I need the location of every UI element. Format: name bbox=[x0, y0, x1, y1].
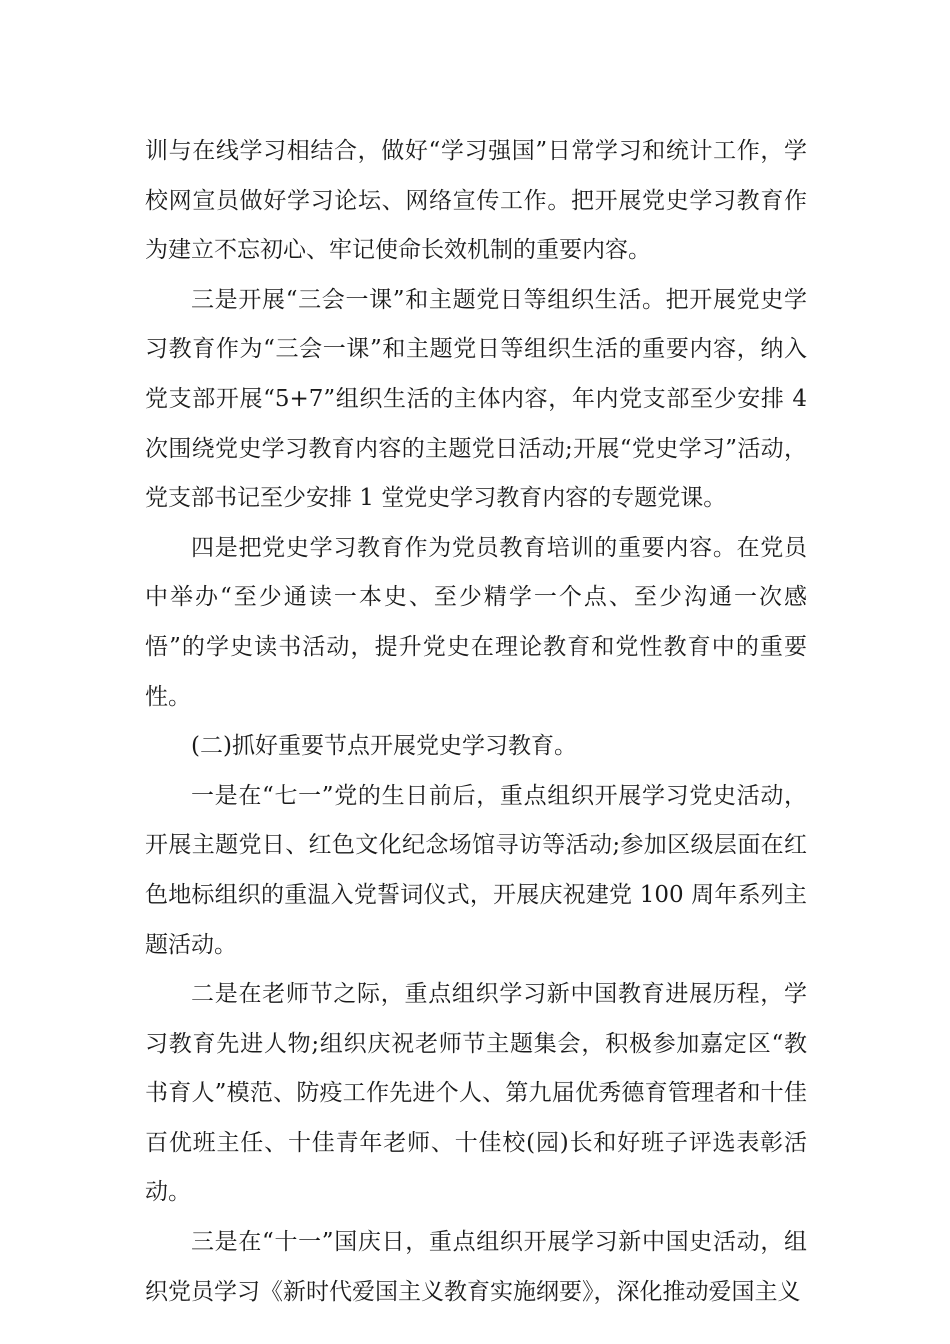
paragraph-3: 四是把党史学习教育作为党员教育培训的重要内容。在党员中举办“至少通读一本史、至少精学一个点、至少沟通一次感悟”的学史读书活动，提升党史在理论教育和党性教育中的重要性。 bbox=[145, 534, 807, 710]
paragraph-2: 三是开展“三会一课”和主题党日等组织生活。把开展党史学习教育作为“三会一课”和主题党日等组织生活的重要内容，纳入党支部开展“5+7”组织生活的主体内容，年内党支部至少安排 4 次围绕党史学习教育内容的主题党日活动;开展“党史学习”活动，党支部书记至少安排 1 堂党史学习教育内容的专题党课。 bbox=[145, 286, 807, 512]
paragraph-7: 三是在“十一”国庆日，重点组织开展学习新中国史活动，组织党员学习《新时代爱国主义教育实施纲要》，深化推动爱国主义 bbox=[145, 1229, 807, 1305]
section-heading: (二)抓好重要节点开展党史学习教育。 bbox=[191, 733, 577, 760]
paragraph-6: 二是在老师节之际，重点组织学习新中国教育进展历程，学习教育先进人物;组织庆祝老师节主题集会，积极参加嘉定区“教书育人”模范、防疫工作先进个人、第九届优秀德育管理者和十佳百优班主任、十佳青年老师、十佳校(园)长和好班子评选表彰活动。 bbox=[145, 981, 807, 1206]
document-page bbox=[145, 127, 807, 1317]
paragraph-5: 一是在“七一”党的生日前后，重点组织开展学习党史活动，开展主题党日、红色文化纪念场馆寻访等活动;参加区级层面在红色地标组织的重温入党誓词仪式，开展庆祝建党 100 周年系列主题活动。 bbox=[145, 782, 807, 958]
paragraph-1: 训与在线学习相结合，做好“学习强国”日常学习和统计工作，学校网宣员做好学习论坛、网络宣传工作。把开展党史学习教育作为建立不忘初心、牢记使命长效机制的重要内容。 bbox=[145, 138, 807, 264]
